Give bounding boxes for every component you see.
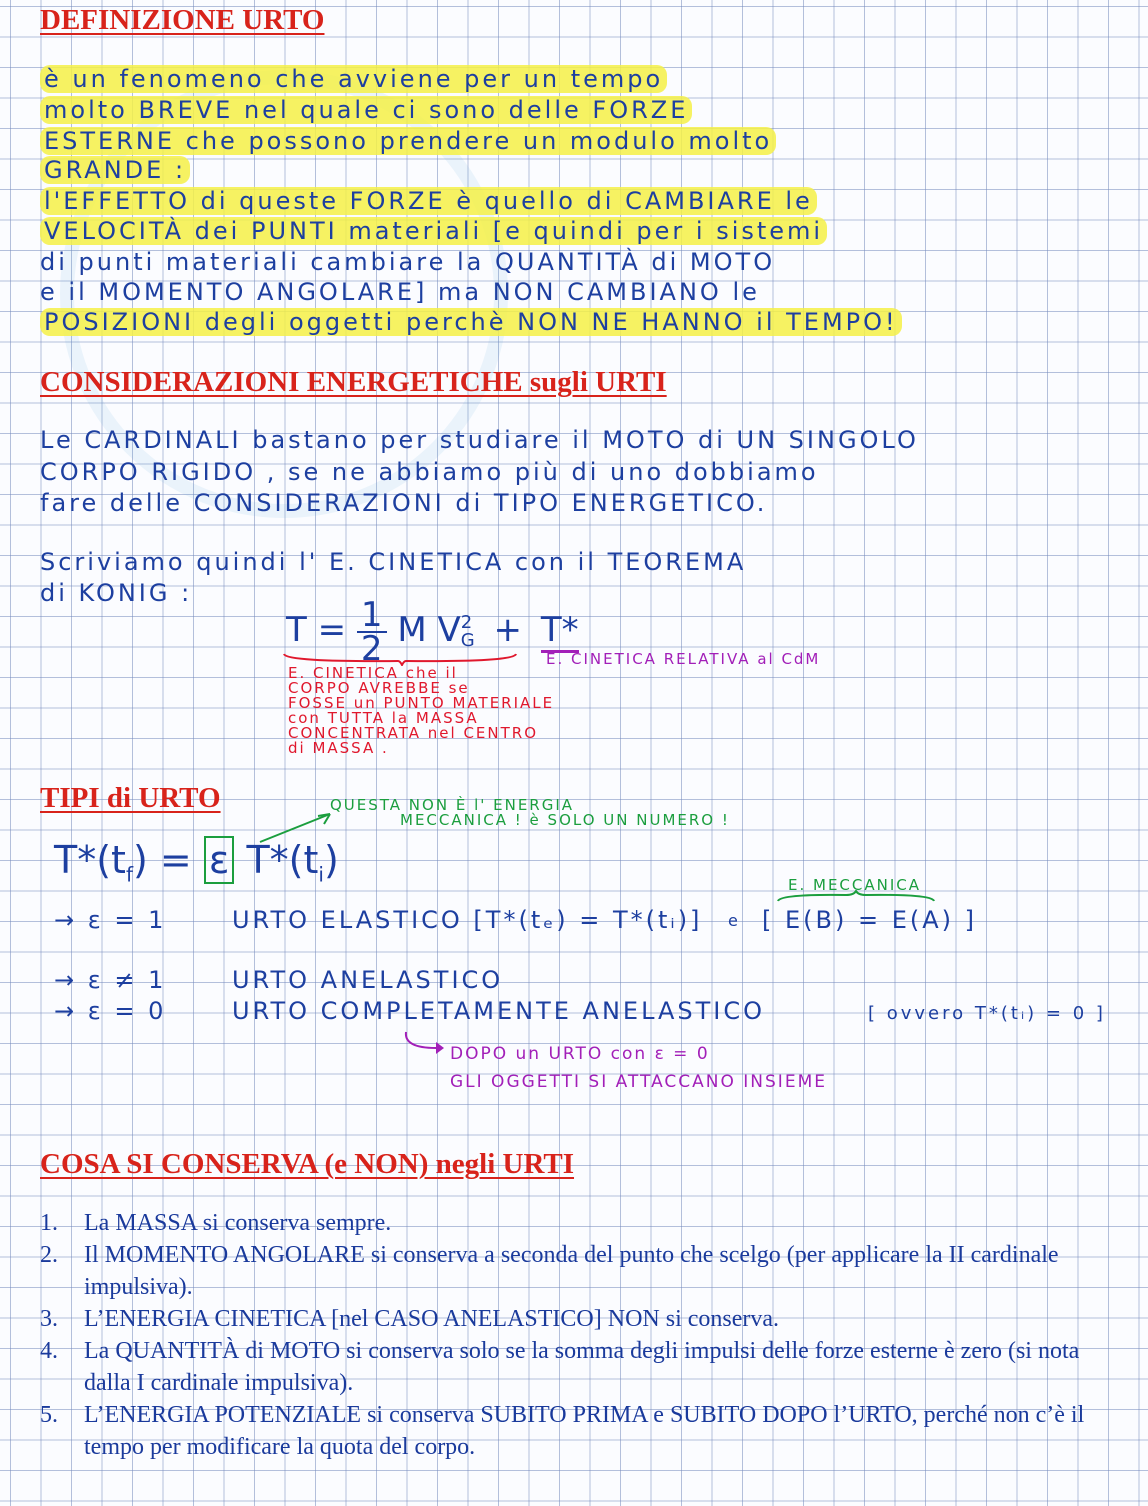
case-elastico-text: URTO ELASTICO [T*(tₑ) = T*(tᵢ)] [232, 906, 703, 934]
heading-considerazioni-energetiche: CONSIDERAZIONI ENERGETICHE sugli URTI [40, 366, 667, 398]
subscript-f: f [125, 862, 133, 887]
formula-tstar: T* [541, 610, 579, 653]
purple-note-relative: E. CINETICA RELATIVA al CdM [546, 650, 821, 668]
case-completo-condition: → ε = 0 [54, 997, 167, 1025]
purple-note [450, 1040, 827, 1096]
list-text: L’ENERGIA POTENZIALE si conserva SUBITO PRIMA e SUBITO DOPO l’URTO, perché non c’è il tempo per modificare la quota del corpo. [84, 1402, 1085, 1460]
formula-equals: ) = [132, 838, 192, 882]
label-energia-meccanica: E. MECCANICA [788, 876, 922, 894]
heading-definizione-urto: DEFINIZIONE URTO [40, 4, 325, 36]
case-completo-note: [ ovvero T*(tᵢ) = 0 ] [868, 1003, 1106, 1024]
green-note [330, 798, 730, 828]
formula-mass-velocity: M V [397, 610, 461, 650]
case-elastico-and: e [728, 911, 741, 930]
case-completo-text: URTO COMPLETAMENTE ANELASTICO [232, 997, 766, 1025]
fraction-denominator: 2 [360, 628, 383, 669]
red-note-line: di MASSA . [288, 739, 389, 757]
green-note-line: MECCANICA ! è SOLO UN NUMERO ! [400, 811, 730, 829]
restitution-formula [54, 834, 339, 901]
conservation-list [40, 1207, 1120, 1463]
list-number: 4. [40, 1338, 58, 1364]
purple-note-line: DOPO un URTO con ε = 0 [450, 1044, 710, 1064]
list-item [40, 1335, 1120, 1399]
definition-line-4: GRANDE : [40, 155, 190, 186]
heading-tipi-di-urto: TIPI di URTO [40, 782, 221, 814]
formula-close-paren: ) [323, 838, 339, 882]
list-item [40, 1239, 1120, 1303]
energy-line-5: di KONIG : [40, 579, 193, 607]
definition-line-6: VELOCITÀ dei PUNTI materiali [e quindi per i sistemi [40, 216, 827, 247]
formula-subscript: G [460, 629, 475, 651]
red-note-line: CONCENTRATA nel CENTRO [288, 724, 539, 742]
definition-line-1: è un fenomeno che avviene per un tempo [40, 64, 667, 95]
red-note-line: FOSSE un PUNTO MATERIALE [288, 694, 555, 712]
definition-line-2: molto BREVE nel quale ci sono delle FORZE [40, 95, 692, 126]
definition-line-9: POSIZIONI degli oggetti perchè NON NE HANNO il TEMPO! [40, 307, 902, 338]
definition-line-7: di punti materiali cambiare la QUANTITÀ di MOTO [40, 248, 776, 276]
subscript-i: i [318, 862, 324, 887]
formula-plus: + [493, 610, 523, 650]
heading-cosa-si-conserva: COSA SI CONSERVA (e NON) negli URTI [40, 1148, 575, 1180]
list-text: L’ENERGIA CINETICA [nel CASO ANELASTICO] NON si conserva. [84, 1306, 780, 1332]
red-note-line: con TUTTA la MASSA [288, 709, 479, 727]
formula-t-initial: T*(t [246, 838, 319, 882]
list-item [40, 1399, 1120, 1463]
case-anelastico-text: URTO ANELASTICO [232, 966, 504, 994]
energy-line-3: fare delle CONSIDERAZIONI di TIPO ENERGETICO. [40, 489, 768, 517]
epsilon-boxed: ε [204, 836, 235, 884]
definition-line-3: ESTERNE che possono prendere un modulo molto [40, 126, 776, 157]
case-anelastico-condition: → ε ≠ 1 [54, 966, 167, 994]
definition-line-8: e il MOMENTO ANGOLARE] ma NON CAMBIANO le [40, 278, 760, 306]
green-brace [776, 890, 936, 902]
list-text: La QUANTITÀ di MOTO si conserva solo se la somma degli impulsi delle forze esterne è zero (si nota dalla I cardinale impulsiva). [84, 1338, 1080, 1396]
green-note-line: QUESTA NON È l' ENERGIA [330, 796, 575, 814]
list-item [40, 1207, 1120, 1239]
formula-lhs: T = [286, 610, 347, 650]
list-number: 3. [40, 1306, 58, 1332]
case-elastico-energy: [ E(B) = E(A) ] [762, 906, 978, 934]
list-number: 1. [40, 1210, 58, 1236]
definition-line-5: l'EFFETTO di queste FORZE è quello di CAMBIARE le [40, 186, 817, 217]
list-number: 2. [40, 1242, 58, 1268]
purple-arrow [400, 1030, 450, 1060]
red-note-line: E. CINETICA che il [288, 664, 458, 682]
formula-t-final: T*(t [54, 838, 126, 882]
list-number: 5. [40, 1402, 58, 1428]
fraction-numerator: 1 [357, 599, 387, 633]
list-text: La MASSA si conserva sempre. [84, 1210, 392, 1236]
energy-line-4: Scriviamo quindi l' E. CINETICA con il TEOREMA [40, 548, 747, 576]
energy-line-2: CORPO RIGIDO , se ne abbiamo più di uno dobbiamo [40, 458, 819, 486]
red-note-line: CORPO AVREBBE se [288, 679, 470, 697]
formula-exponent: 2 [460, 611, 473, 633]
list-item [40, 1303, 1120, 1335]
purple-note-line: GLI OGGETTI SI ATTACCANO INSIEME [450, 1072, 827, 1092]
case-elastico-condition: → ε = 1 [54, 906, 167, 934]
energy-line-1: Le CARDINALI bastano per studiare il MOTO di UN SINGOLO [40, 426, 919, 454]
red-note [288, 666, 554, 756]
list-text: Il MOMENTO ANGOLARE si conserva a seconda del punto che scelgo (per applicare la II cardinale impulsiva). [84, 1242, 1059, 1300]
